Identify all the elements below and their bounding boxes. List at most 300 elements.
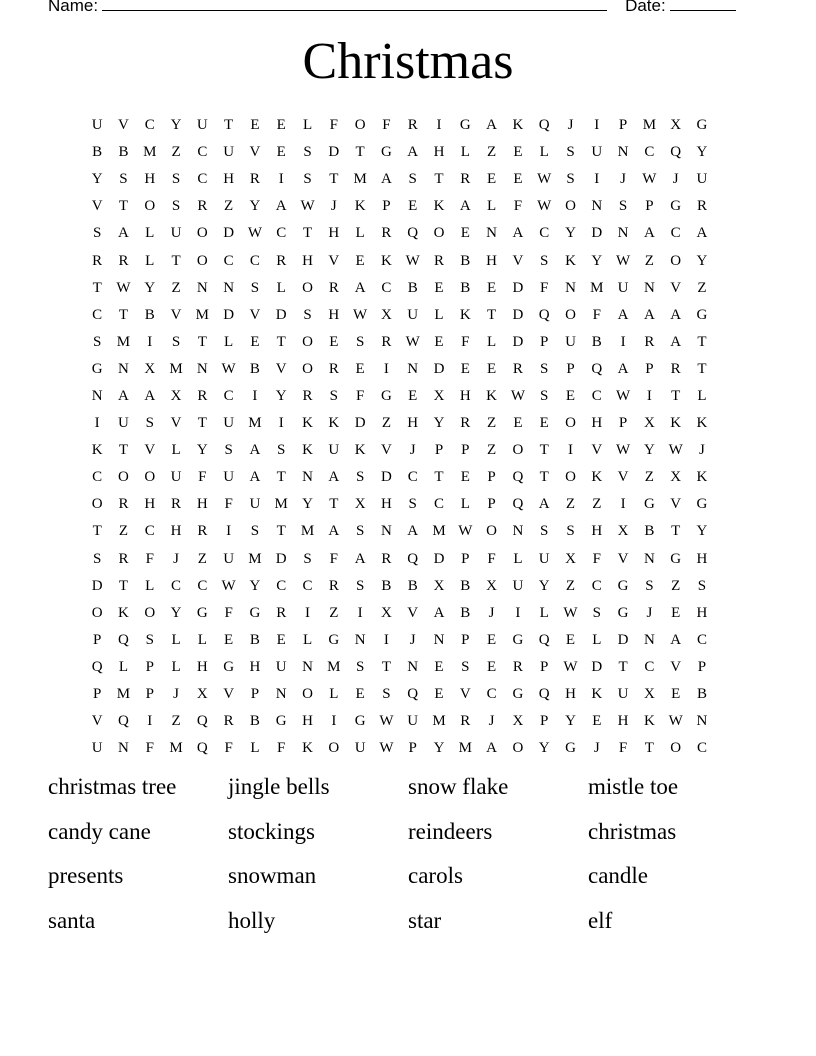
grid-letter: E: [487, 658, 497, 675]
grid-letter: E: [592, 713, 602, 730]
grid-letter: E: [329, 333, 339, 350]
grid-letter: X: [433, 387, 445, 404]
grid-letter: K: [302, 442, 313, 459]
grid-letter: T: [276, 333, 286, 350]
grid-letter: V: [144, 442, 156, 459]
grid-letter: Z: [592, 496, 602, 513]
grid-letter: J: [488, 604, 495, 621]
grid-letter: G: [380, 144, 392, 161]
grid-letter: H: [591, 523, 603, 540]
grid-letter: T: [355, 144, 365, 161]
grid-letter: F: [618, 740, 628, 757]
grid-letter: P: [540, 333, 549, 350]
grid-letter: J: [330, 198, 337, 215]
grid-letter: D: [617, 631, 629, 648]
grid-letter: W: [537, 198, 552, 215]
grid-letter: E: [671, 604, 681, 621]
grid-letter: B: [696, 686, 707, 703]
grid-letter: Z: [644, 252, 654, 269]
grid-letter: H: [696, 604, 708, 621]
grid-letter: R: [118, 252, 129, 269]
grid-letter: O: [144, 604, 156, 621]
grid-letter: Y: [433, 415, 445, 432]
grid-letter: U: [617, 686, 629, 703]
grid-letter: F: [198, 469, 207, 486]
grid-letter: C: [92, 469, 103, 486]
grid-letter: B: [381, 577, 392, 594]
grid-letter: V: [459, 686, 471, 703]
grid-letter: F: [513, 198, 523, 215]
grid-letter: K: [459, 306, 471, 323]
grid-letter: B: [249, 631, 260, 648]
word-list-item: elf: [588, 907, 613, 933]
grid-letter: A: [643, 225, 655, 242]
grid-letter: I: [305, 604, 311, 621]
grid-letter: S: [408, 496, 417, 513]
grid-letter: X: [643, 415, 655, 432]
grid-letter: K: [302, 415, 313, 432]
grid-letter: V: [118, 117, 129, 134]
grid-letter: H: [223, 171, 235, 188]
grid-letter: S: [540, 523, 549, 540]
grid-letter: X: [617, 523, 629, 540]
grid-letter: T: [434, 171, 444, 188]
grid-letter: G: [196, 604, 208, 621]
grid-letter: F: [592, 550, 601, 567]
grid-letter: H: [302, 713, 313, 730]
grid-letter: U: [407, 713, 419, 730]
grid-letter: W: [247, 225, 263, 242]
grid-letter: Q: [538, 117, 550, 134]
grid-letter: R: [328, 360, 339, 377]
grid-letter: D: [433, 550, 445, 567]
grid-letter: T: [539, 442, 549, 459]
grid-letter: S: [355, 523, 365, 540]
grid-letter: X: [486, 577, 498, 594]
word-list-item: reindeers: [408, 818, 493, 844]
grid-letter: P: [145, 686, 154, 703]
grid-letter: K: [591, 469, 603, 486]
grid-letter: F: [487, 550, 496, 567]
date-field-line: [670, 0, 736, 11]
grid-letter: M: [300, 523, 315, 540]
grid-letter: W: [405, 252, 420, 269]
grid-letter: Q: [407, 686, 419, 703]
grid-letter: M: [169, 740, 183, 757]
grid-letter: W: [379, 713, 394, 730]
grid-letter: K: [302, 740, 313, 757]
grid-letter: H: [696, 550, 708, 567]
grid-letter: Q: [196, 740, 208, 757]
grid-letter: O: [328, 740, 340, 757]
grid-letter: U: [196, 117, 208, 134]
grid-letter: P: [408, 740, 417, 757]
grid-letter: S: [250, 279, 260, 296]
grid-letter: C: [486, 686, 497, 703]
grid-letter: T: [92, 279, 102, 296]
grid-letter: O: [565, 469, 576, 486]
grid-letter: S: [566, 144, 575, 161]
grid-letter: U: [696, 171, 708, 188]
grid-letter: N: [354, 631, 366, 648]
word-list: [48, 774, 768, 952]
grid-letter: K: [118, 604, 129, 621]
grid-letter: R: [302, 387, 313, 404]
page-title: Christmas: [302, 33, 514, 90]
word-list-item: star: [408, 907, 442, 933]
grid-letter: Q: [538, 306, 550, 323]
grid-letter: A: [459, 198, 471, 215]
grid-letter: C: [644, 658, 655, 675]
grid-letter: S: [119, 171, 128, 188]
grid-letter: C: [144, 523, 155, 540]
grid-letter: N: [643, 631, 655, 648]
grid-letter: T: [434, 469, 444, 486]
grid-letter: R: [460, 171, 471, 188]
grid-letter: Z: [565, 496, 576, 513]
grid-letter: B: [591, 333, 602, 350]
grid-letter: F: [277, 740, 286, 757]
grid-letter: T: [671, 523, 681, 540]
grid-letter: T: [197, 333, 207, 350]
grid-letter: I: [278, 171, 284, 188]
grid-letter: W: [405, 333, 420, 350]
grid-letter: T: [118, 306, 129, 323]
grid-letter: U: [249, 496, 261, 513]
grid-letter: W: [458, 523, 473, 540]
grid-letter: T: [697, 333, 707, 350]
grid-letter: A: [617, 306, 629, 323]
grid-letter: L: [434, 306, 444, 323]
grid-letter: E: [487, 360, 497, 377]
grid-letter: R: [381, 333, 392, 350]
grid-letter: N: [433, 631, 445, 648]
grid-letter: D: [433, 360, 445, 377]
grid-letter: P: [645, 360, 654, 377]
grid-letter: A: [512, 225, 524, 242]
grid-letter: S: [566, 171, 575, 188]
grid-letter: S: [355, 469, 365, 486]
grid-letter: P: [487, 496, 496, 513]
grid-letter: Y: [302, 496, 313, 513]
grid-letter: L: [539, 604, 549, 621]
grid-letter: K: [91, 442, 103, 459]
grid-letter: R: [381, 225, 392, 242]
grid-letter: T: [197, 415, 207, 432]
grid-letter: R: [434, 252, 445, 269]
grid-letter: M: [116, 333, 131, 350]
grid-letter: T: [276, 523, 286, 540]
grid-letter: R: [328, 577, 339, 594]
grid-letter: W: [616, 252, 631, 269]
grid-letter: B: [249, 713, 260, 730]
grid-letter: G: [223, 658, 235, 675]
grid-letter: A: [249, 469, 261, 486]
grid-letter: Y: [275, 387, 287, 404]
grid-letter: J: [488, 713, 495, 730]
grid-letter: Y: [643, 442, 655, 459]
grid-letter: W: [379, 740, 394, 757]
grid-letter: C: [197, 577, 208, 594]
grid-letter: Q: [118, 631, 129, 648]
grid-letter: S: [382, 686, 391, 703]
grid-letter: H: [328, 306, 340, 323]
grid-letter: S: [277, 442, 286, 459]
grid-letter: Q: [538, 686, 550, 703]
grid-letter: M: [274, 496, 288, 513]
grid-letter: O: [144, 469, 156, 486]
grid-letter: F: [329, 550, 338, 567]
grid-letter: F: [224, 604, 233, 621]
grid-letter: V: [670, 658, 682, 675]
grid-letter: G: [670, 550, 682, 567]
grid-letter: T: [118, 442, 129, 459]
grid-letter: G: [354, 713, 366, 730]
grid-letter: R: [276, 604, 287, 621]
grid-letter: B: [249, 360, 260, 377]
grid-letter: S: [329, 387, 338, 404]
grid-letter: U: [591, 144, 603, 161]
grid-letter: A: [670, 306, 682, 323]
grid-letter: J: [409, 631, 416, 648]
grid-letter: I: [226, 523, 232, 540]
grid-letter: N: [302, 469, 313, 486]
grid-letter: C: [381, 279, 392, 296]
grid-letter: Y: [91, 171, 103, 188]
grid-letter: F: [145, 740, 154, 757]
grid-letter: A: [407, 523, 419, 540]
grid-letter: V: [617, 550, 629, 567]
grid-letter: N: [617, 225, 629, 242]
grid-letter: Y: [538, 577, 550, 594]
grid-letter: Z: [697, 279, 707, 296]
grid-letter: N: [118, 360, 129, 377]
grid-letter: O: [670, 252, 682, 269]
grid-letter: E: [408, 198, 418, 215]
grid-letter: N: [118, 740, 129, 757]
grid-letter: V: [617, 469, 629, 486]
grid-letter: R: [381, 550, 392, 567]
grid-letter: U: [223, 144, 235, 161]
grid-letter: B: [118, 144, 129, 161]
grid-letter: E: [513, 415, 523, 432]
grid-letter: O: [196, 225, 208, 242]
grid-letter: T: [644, 740, 654, 757]
grid-letter: S: [697, 577, 707, 594]
grid-letter: X: [380, 306, 392, 323]
grid-letter: H: [486, 252, 498, 269]
grid-letter: T: [329, 496, 339, 513]
grid-letter: P: [461, 550, 470, 567]
grid-letter: X: [565, 550, 576, 567]
grid-letter: J: [646, 604, 653, 621]
grid-letter: I: [594, 171, 600, 188]
grid-letter: X: [354, 496, 366, 513]
grid-letter: R: [696, 198, 707, 215]
grid-letter: D: [380, 469, 392, 486]
grid-letter: J: [173, 686, 179, 703]
grid-letter: W: [221, 360, 236, 377]
grid-letter: E: [250, 117, 260, 134]
grid-letter: K: [512, 117, 524, 134]
grid-letter: L: [697, 387, 707, 404]
grid-letter: T: [171, 252, 181, 269]
grid-letter: S: [540, 360, 549, 377]
grid-letter: W: [510, 387, 525, 404]
grid-letter: O: [565, 415, 576, 432]
word-list-item: candy cane: [48, 818, 151, 844]
grid-letter: S: [645, 577, 654, 594]
grid-letter: Q: [670, 144, 682, 161]
grid-letter: P: [145, 658, 154, 675]
grid-letter: M: [195, 306, 209, 323]
grid-letter: S: [145, 631, 154, 648]
grid-letter: P: [250, 686, 260, 703]
grid-letter: N: [196, 360, 208, 377]
grid-letter: D: [223, 225, 235, 242]
grid-letter: Z: [487, 415, 497, 432]
grid-letter: U: [91, 117, 103, 134]
grid-letter: G: [696, 496, 708, 513]
grid-letter: M: [590, 279, 604, 296]
grid-letter: R: [197, 523, 208, 540]
header-line: [48, 0, 736, 16]
grid-letter: R: [407, 117, 418, 134]
grid-letter: N: [565, 279, 576, 296]
grid-letter: R: [118, 496, 129, 513]
grid-letter: S: [171, 198, 181, 215]
grid-letter: P: [92, 631, 102, 648]
grid-letter: F: [592, 306, 601, 323]
grid-letter: O: [196, 252, 208, 269]
date-label: Date:: [625, 0, 666, 15]
grid-letter: O: [302, 686, 313, 703]
grid-letter: D: [591, 225, 603, 242]
grid-letter: F: [224, 496, 233, 513]
grid-letter: S: [224, 442, 233, 459]
grid-letter: L: [539, 144, 549, 161]
grid-letter: E: [460, 360, 470, 377]
grid-letter: N: [643, 279, 655, 296]
grid-letter: L: [487, 198, 497, 215]
grid-letter: S: [355, 577, 365, 594]
grid-letter: E: [513, 144, 523, 161]
word-list-item: snow flake: [408, 774, 509, 799]
grid-letter: V: [249, 306, 261, 323]
grid-letter: F: [329, 117, 338, 134]
grid-letter: C: [434, 496, 445, 513]
grid-letter: C: [144, 117, 155, 134]
grid-letter: Y: [170, 604, 182, 621]
grid-letter: D: [354, 415, 366, 432]
grid-letter: D: [91, 577, 103, 594]
grid-letter: J: [672, 171, 679, 188]
grid-letter: M: [353, 171, 367, 188]
grid-letter: A: [670, 333, 682, 350]
grid-letter: G: [670, 198, 682, 215]
grid-letter: T: [671, 387, 681, 404]
grid-letter: Z: [171, 144, 181, 161]
grid-letter: P: [461, 631, 470, 648]
grid-letter: H: [170, 523, 182, 540]
grid-letter: T: [92, 523, 102, 540]
grid-letter: Q: [407, 225, 419, 242]
grid-letter: S: [540, 387, 549, 404]
grid-letter: M: [432, 713, 446, 730]
grid-letter: G: [328, 631, 340, 648]
grid-letter: U: [223, 550, 235, 567]
grid-letter: B: [144, 306, 155, 323]
grid-letter: J: [699, 442, 705, 459]
grid-letter: I: [357, 604, 363, 621]
grid-letter: E: [355, 360, 365, 377]
grid-letter: V: [249, 144, 261, 161]
grid-letter: Y: [696, 144, 708, 161]
grid-letter: G: [565, 740, 576, 757]
grid-letter: M: [432, 523, 446, 540]
grid-letter: K: [696, 415, 708, 432]
grid-letter: R: [328, 279, 339, 296]
grid-letter: N: [91, 387, 103, 404]
grid-letter: W: [642, 171, 657, 188]
grid-letter: I: [567, 442, 573, 459]
grid-letter: Z: [171, 713, 181, 730]
grid-letter: P: [434, 442, 444, 459]
grid-letter: Z: [644, 469, 654, 486]
grid-letter: E: [408, 387, 418, 404]
grid-letter: Q: [538, 631, 550, 648]
grid-letter: K: [643, 713, 655, 730]
grid-letter: O: [512, 740, 524, 757]
word-list-item: santa: [48, 907, 96, 933]
grid-letter: P: [645, 198, 654, 215]
grid-letter: V: [591, 442, 603, 459]
grid-letter: J: [593, 740, 600, 757]
grid-letter: T: [118, 577, 129, 594]
grid-letter: A: [486, 740, 498, 757]
grid-letter: C: [171, 577, 182, 594]
grid-letter: C: [223, 387, 234, 404]
grid-letter: M: [116, 686, 131, 703]
grid-letter: X: [196, 686, 208, 703]
grid-letter: C: [407, 469, 418, 486]
grid-letter: C: [92, 306, 103, 323]
grid-letter: Z: [565, 577, 576, 594]
grid-letter: P: [92, 686, 102, 703]
grid-letter: W: [668, 442, 683, 459]
grid-letter: Y: [696, 523, 708, 540]
grid-letter: E: [671, 686, 681, 703]
grid-letter: Q: [512, 496, 524, 513]
grid-letter: R: [197, 387, 208, 404]
grid-letter: A: [275, 198, 287, 215]
grid-letter: J: [173, 550, 179, 567]
grid-letter: N: [486, 225, 498, 242]
grid-letter: B: [407, 577, 418, 594]
grid-letter: U: [275, 658, 287, 675]
grid-letter: T: [618, 658, 628, 675]
grid-letter: R: [249, 171, 260, 188]
grid-letter: N: [696, 713, 708, 730]
grid-letter: S: [408, 171, 417, 188]
grid-letter: D: [512, 279, 524, 296]
grid-letter: D: [223, 306, 235, 323]
grid-letter: X: [433, 577, 445, 594]
grid-letter: D: [512, 333, 524, 350]
grid-letter: S: [592, 604, 601, 621]
grid-letter: C: [670, 225, 681, 242]
grid-letter: A: [433, 604, 445, 621]
